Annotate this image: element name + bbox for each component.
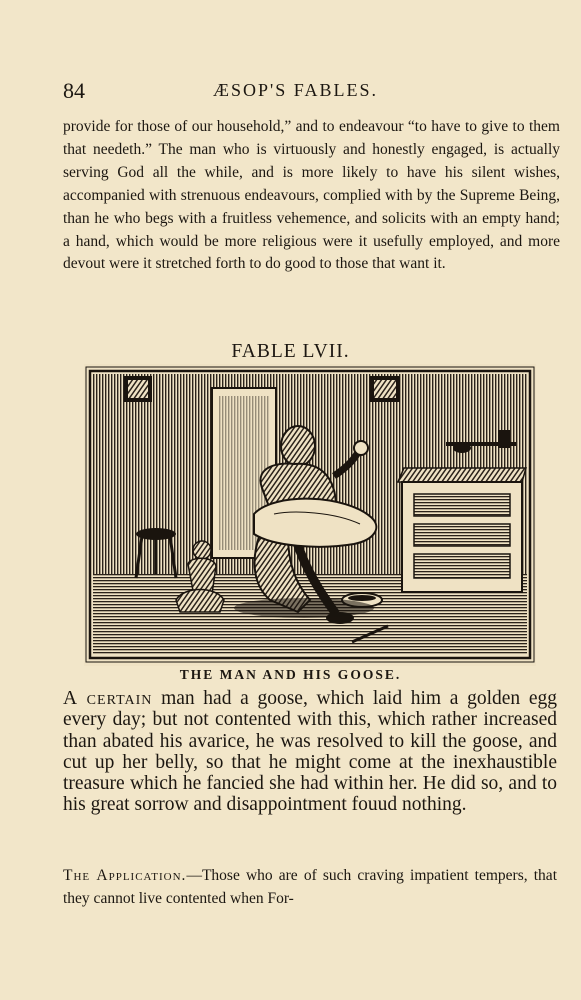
page-number: 84 xyxy=(63,78,85,103)
intro-paragraph: provide for those of our household,” and to endeavour “to have to give to them that needeth.” The man who is virtuously and honestly engaged, is actually serving God all the while, and is more likely to have his silent wishes, accompanied with strenuous endeavours, complied with by the Supreme Being, than he who begs with a fruitless vehemence, and solicits with an empty hand; a hand, which would be more religious were it usefully employed, and more devout were it stretched forth to do good to those that want it. xyxy=(63,118,560,273)
fable-heading: FABLE LVII. xyxy=(231,341,350,362)
fable-text-lead: A certain xyxy=(63,688,153,709)
application-paragraph xyxy=(63,864,557,910)
fable-text-body: man had a goose, which laid him a golden egg every day; but not contented with this, which rather increased than abated his avarice, he was resolved to kill the goose, and cut up her belly, so that he might come at the inexhaustible treasure which he fancied she had within her. He did so, and to his great sorrow and disappointment fouud nothing. xyxy=(63,688,557,816)
application-text: —Those who are of such craving impatient tempers, that they cannot live contented when For- xyxy=(63,867,557,907)
running-title: ÆSOP'S FABLES. xyxy=(213,80,378,100)
application-label: The Application. xyxy=(63,867,187,884)
running-head xyxy=(63,78,560,104)
woodcut-engraving xyxy=(84,364,536,666)
fable-illustration xyxy=(84,364,536,666)
fable-text xyxy=(63,688,557,816)
fable-title: THE MAN AND HIS GOOSE. xyxy=(179,667,402,682)
